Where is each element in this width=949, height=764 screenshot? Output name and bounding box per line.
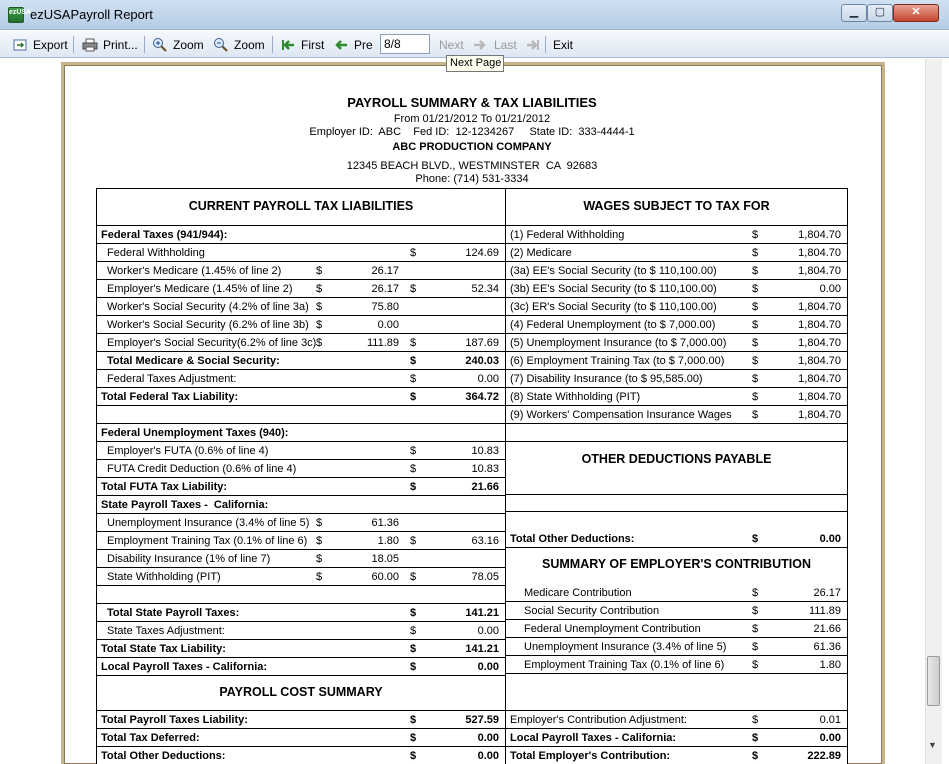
row-value: 1.80 [819, 659, 841, 671]
table-row [506, 602, 847, 620]
previous-page-label: Pre [354, 37, 373, 52]
table-row [97, 604, 505, 622]
last-page-label: Last [494, 37, 517, 52]
first-page-button[interactable] [280, 35, 324, 54]
table-row [506, 244, 847, 262]
row-value: 0.01 [819, 714, 841, 726]
table-row [506, 352, 847, 370]
table-row [97, 460, 505, 478]
row-value: 1,804.70 [798, 247, 841, 259]
table-row [97, 496, 505, 514]
row-label: (2) Medicare [510, 247, 572, 259]
row-label: Worker's Medicare (1.45% of line 2) [107, 265, 282, 277]
row-currency: $ [410, 535, 417, 547]
row-label: Total Employer's Contribution: [510, 750, 671, 762]
row-currency: $ [410, 355, 417, 367]
zoom-out-button[interactable] [213, 35, 265, 54]
row-currency: $ [410, 445, 417, 457]
export-button[interactable] [12, 35, 68, 54]
row-label: Disability Insurance (1% of line 7) [107, 553, 271, 565]
table-row [97, 334, 505, 352]
report-toolbar [0, 31, 949, 58]
row-label: FUTA Credit Deduction (0.6% of line 4) [107, 463, 297, 475]
row-value: 61.36 [813, 641, 841, 653]
zoom-in-icon [152, 37, 168, 53]
row-currency: $ [316, 571, 323, 583]
table-row [506, 388, 847, 406]
print-label: Print... [103, 37, 138, 52]
row-value: 187.69 [465, 337, 499, 349]
row-currency: $ [316, 517, 323, 529]
row-value: 364.72 [465, 391, 499, 403]
title-bar [0, 0, 949, 30]
row-currency: $ [752, 355, 759, 367]
table-row [506, 262, 847, 280]
row-label: Total FUTA Tax Liability: [101, 481, 228, 493]
right-wages-table [505, 188, 848, 764]
table-row [97, 658, 505, 676]
table-row [506, 226, 847, 244]
row-value: 1.80 [377, 535, 399, 547]
row-currency: $ [752, 319, 759, 331]
row-value: 0.00 [477, 732, 499, 744]
row-currency: $ [752, 265, 759, 277]
table-row [97, 226, 505, 244]
section-header [506, 189, 847, 226]
row-currency: $ [410, 661, 417, 673]
row-value: 124.69 [465, 247, 499, 259]
row-value: 1,804.70 [798, 373, 841, 385]
row-value: 222.89 [807, 750, 841, 762]
row-label: Employment Training Tax (0.1% of line 6) [524, 659, 725, 671]
export-label: Export [33, 37, 68, 52]
row-currency: $ [752, 732, 759, 744]
row-value: 0.00 [819, 283, 841, 295]
row-currency: $ [316, 319, 323, 331]
row-label: Worker's Social Security (4.2% of line 3a) [107, 301, 309, 313]
company-name: ABC PRODUCTION COMPANY [392, 141, 552, 153]
section-header [97, 189, 505, 226]
row-label: Worker's Social Security (6.2% of line 3b) [107, 319, 309, 331]
row-value: 527.59 [465, 714, 499, 726]
window-title: ezUSAPayroll Report [30, 7, 153, 22]
row-currency: $ [316, 283, 323, 295]
table-row [506, 316, 847, 334]
toolbar-separator [272, 36, 273, 53]
table-row [506, 711, 847, 729]
blank-row [97, 586, 505, 604]
row-label: (3a) EE's Social Security (to $ 110,100.00) [510, 265, 717, 277]
row-label: Total Medicare & Social Security: [107, 355, 280, 367]
row-label: State Withholding (PIT) [107, 571, 221, 583]
row-value: 21.66 [471, 481, 499, 493]
row-label: (8) State Withholding (PIT) [510, 391, 641, 403]
wages-subject-header: WAGES SUBJECT TO TAX FOR [583, 199, 770, 213]
row-currency: $ [752, 247, 759, 259]
row-label: Federal Taxes Adjustment: [107, 373, 237, 385]
table-row [97, 370, 505, 388]
row-value: 111.89 [808, 605, 841, 617]
row-label: (5) Unemployment Insurance (to $ 7,000.00) [510, 337, 727, 349]
table-row [97, 352, 505, 370]
toolbar-separator [545, 36, 546, 53]
blank-row [506, 674, 847, 711]
zoom-out-label: Zoom [234, 37, 265, 52]
table-row [506, 334, 847, 352]
row-label: Social Security Contribution [524, 605, 660, 617]
table-row [506, 656, 847, 674]
table-row [97, 316, 505, 334]
row-label: State Taxes Adjustment: [107, 625, 225, 637]
row-label: Total State Payroll Taxes: [107, 607, 240, 619]
row-value: 26.17 [371, 265, 399, 277]
row-currency: $ [752, 641, 759, 653]
table-row [97, 747, 505, 764]
row-value: 0.00 [477, 750, 499, 762]
row-label: (4) Federal Unemployment (to $ 7,000.00) [510, 319, 716, 331]
table-row [97, 424, 505, 442]
row-value: 0.00 [377, 319, 399, 331]
row-currency: $ [410, 607, 417, 619]
minimize-button[interactable]: ▁ [841, 4, 867, 22]
blank-row [97, 406, 505, 424]
row-value: 0.00 [477, 661, 499, 673]
row-value: 111.89 [366, 337, 399, 349]
row-label: (9) Workers' Compensation Insurance Wages [510, 409, 732, 421]
page-number-input[interactable] [380, 34, 430, 54]
table-row [97, 298, 505, 316]
exit-label: Exit [553, 37, 574, 52]
table-row [506, 298, 847, 316]
row-label: Total Payroll Taxes Liability: [101, 714, 248, 726]
row-currency: $ [410, 373, 417, 385]
next-page-tooltip: Next Page [446, 55, 504, 72]
row-currency: $ [752, 533, 759, 545]
row-value: 1,804.70 [798, 265, 841, 277]
row-label: Total Other Deductions: [101, 750, 226, 762]
row-value: 1,804.70 [798, 319, 841, 331]
row-currency: $ [410, 247, 417, 259]
section-header [506, 548, 847, 584]
row-currency: $ [410, 463, 417, 475]
row-currency: $ [752, 391, 759, 403]
row-label: Employment Training Tax (0.1% of line 6) [107, 535, 308, 547]
next-page-button[interactable] [439, 35, 493, 54]
zoom-out-icon [213, 37, 229, 53]
row-label: Total State Tax Liability: [101, 643, 226, 655]
row-value: 141.21 [465, 643, 499, 655]
other-deductions-header: OTHER DEDUCTIONS PAYABLE [581, 452, 772, 466]
table-row [506, 406, 847, 424]
row-currency: $ [752, 659, 759, 671]
table-row [506, 280, 847, 298]
payroll-cost-header: PAYROLL COST SUMMARY [219, 685, 383, 699]
report-employer-ids: Employer ID: ABC Fed ID: 12-1234267 State ID: 333-4444-1 [309, 126, 635, 138]
row-label: Federal Withholding [107, 247, 205, 259]
row-value: 0.00 [819, 732, 841, 744]
row-label: Unemployment Insurance (3.4% of line 5) [524, 641, 727, 653]
table-row [506, 584, 847, 602]
row-currency: $ [752, 301, 759, 313]
table-row [97, 640, 505, 658]
row-value: 26.17 [371, 283, 399, 295]
row-currency: $ [316, 265, 323, 277]
row-value: 141.21 [465, 607, 499, 619]
row-label: Employer's Contribution Adjustment: [510, 714, 687, 726]
row-label: Employer's Social Security(6.2% of line 3c) [107, 337, 317, 349]
table-row [97, 550, 505, 568]
futa-title: Federal Unemployment Taxes (940): [101, 427, 289, 439]
row-currency: $ [752, 623, 759, 635]
table-row [97, 568, 505, 586]
row-value: 1,804.70 [798, 301, 841, 313]
row-currency: $ [752, 337, 759, 349]
row-value: 21.66 [813, 623, 841, 635]
scrollbar-thumb[interactable] [927, 656, 940, 706]
exit-button[interactable] [553, 35, 573, 54]
table-row [506, 620, 847, 638]
maximize-button[interactable]: ▢ [867, 4, 893, 22]
scroll-down-icon[interactable]: ▼ [928, 740, 937, 750]
blank-row [506, 495, 847, 512]
row-currency: $ [752, 229, 759, 241]
row-currency: $ [752, 587, 759, 599]
row-label: Medicare Contribution [524, 587, 632, 599]
table-row [97, 280, 505, 298]
row-currency: $ [316, 535, 323, 547]
row-currency: $ [410, 625, 417, 637]
row-label: (1) Federal Withholding [510, 229, 625, 241]
row-label: Local Payroll Taxes - California: [101, 661, 268, 673]
print-button[interactable] [82, 35, 138, 54]
row-currency: $ [752, 373, 759, 385]
table-row [97, 532, 505, 550]
row-value: 0.00 [819, 533, 841, 545]
row-currency: $ [410, 481, 417, 493]
row-label: Employer's Medicare (1.45% of line 2) [107, 283, 293, 295]
row-value: 240.03 [465, 355, 499, 367]
row-currency: $ [752, 714, 759, 726]
printer-icon [82, 37, 98, 53]
row-currency: $ [752, 409, 759, 421]
table-row [97, 514, 505, 532]
row-value: 0.00 [477, 373, 499, 385]
table-row [97, 729, 505, 747]
next-page-label: Next [439, 37, 464, 52]
row-value: 26.17 [813, 587, 841, 599]
state-taxes-title: State Payroll Taxes - California: [101, 499, 269, 511]
arrow-left-icon [333, 37, 349, 53]
row-label: Employer's FUTA (0.6% of line 4) [107, 445, 269, 457]
row-value: 1,804.70 [798, 355, 841, 367]
row-label: (6) Employment Training Tax (to $ 7,000.00) [510, 355, 725, 367]
row-label: Total Federal Tax Liability: [101, 391, 239, 403]
federal-taxes-title: Federal Taxes (941/944): [101, 229, 228, 241]
close-button[interactable]: ✕ [893, 4, 939, 22]
row-currency: $ [316, 301, 323, 313]
report-title: PAYROLL SUMMARY & TAX LIABILITIES [347, 95, 597, 110]
toolbar-separator [73, 36, 74, 53]
row-currency: $ [410, 750, 417, 762]
table-row [506, 729, 847, 747]
row-value: 18.05 [371, 553, 399, 565]
row-currency: $ [752, 283, 759, 295]
row-currency: $ [752, 750, 759, 762]
table-row [97, 711, 505, 729]
section-header [506, 442, 847, 478]
row-currency: $ [410, 283, 417, 295]
left-liabilities-table [96, 188, 506, 764]
row-label: Total Other Deductions: [510, 533, 635, 545]
zoom-in-label: Zoom [173, 37, 204, 52]
row-label: (3c) ER's Social Security (to $ 110,100.00) [510, 301, 717, 313]
row-label: Unemployment Insurance (3.4% of line 5) [107, 517, 310, 529]
row-value: 60.00 [371, 571, 399, 583]
row-value: 1,804.70 [798, 229, 841, 241]
toolbar-separator [144, 36, 145, 53]
company-phone: Phone: (714) 531-3334 [415, 173, 529, 185]
row-currency: $ [410, 643, 417, 655]
current-liabilities-header: CURRENT PAYROLL TAX LIABILITIES [188, 199, 414, 213]
last-page-icon [525, 37, 541, 53]
table-row [97, 244, 505, 262]
row-currency: $ [410, 714, 417, 726]
row-currency: $ [752, 605, 759, 617]
last-page-button[interactable] [494, 35, 546, 54]
blank-row [506, 424, 847, 442]
table-row [97, 622, 505, 640]
row-label: (7) Disability Insurance (to $ 95,585.00) [510, 373, 703, 385]
row-value: 10.83 [471, 445, 499, 457]
table-row [506, 638, 847, 656]
table-row [506, 530, 847, 548]
previous-page-button[interactable] [333, 35, 373, 54]
table-row [97, 388, 505, 406]
arrow-right-icon [472, 37, 488, 53]
app-icon: ezUSA [8, 7, 24, 23]
row-currency: $ [316, 337, 323, 349]
row-label: Federal Unemployment Contribution [524, 623, 701, 635]
row-currency: $ [410, 732, 417, 744]
first-page-icon [280, 37, 296, 53]
export-icon [12, 37, 28, 53]
row-currency: $ [410, 391, 417, 403]
row-value: 52.34 [471, 283, 499, 295]
row-currency: $ [316, 553, 323, 565]
report-date-range: From 01/21/2012 To 01/21/2012 [393, 113, 551, 125]
zoom-in-button[interactable] [152, 35, 204, 54]
row-label: Local Payroll Taxes - California: [510, 732, 677, 744]
row-currency: $ [410, 337, 417, 349]
row-value: 63.16 [471, 535, 499, 547]
employer-contribution-header: SUMMARY OF EMPLOYER'S CONTRIBUTION [542, 557, 811, 571]
table-row [97, 262, 505, 280]
row-value: 1,804.70 [798, 337, 841, 349]
row-value: 61.36 [371, 517, 399, 529]
section-header [97, 676, 505, 711]
blank-row [506, 478, 847, 495]
row-value: 75.80 [371, 301, 399, 313]
table-row [97, 442, 505, 460]
row-currency: $ [410, 571, 417, 583]
table-row [97, 478, 505, 496]
row-label: (3b) EE's Social Security (to $ 110,100.00) [510, 283, 717, 295]
row-value: 10.83 [471, 463, 499, 475]
table-row [506, 370, 847, 388]
row-value: 78.05 [471, 571, 499, 583]
row-value: 1,804.70 [798, 391, 841, 403]
company-address: 12345 BEACH BLVD., WESTMINSTER CA 92683 [346, 160, 598, 172]
row-value: 1,804.70 [798, 409, 841, 421]
row-value: 0.00 [477, 625, 499, 637]
row-label: Total Tax Deferred: [101, 732, 200, 744]
first-page-label: First [301, 37, 325, 52]
table-row [506, 747, 847, 764]
